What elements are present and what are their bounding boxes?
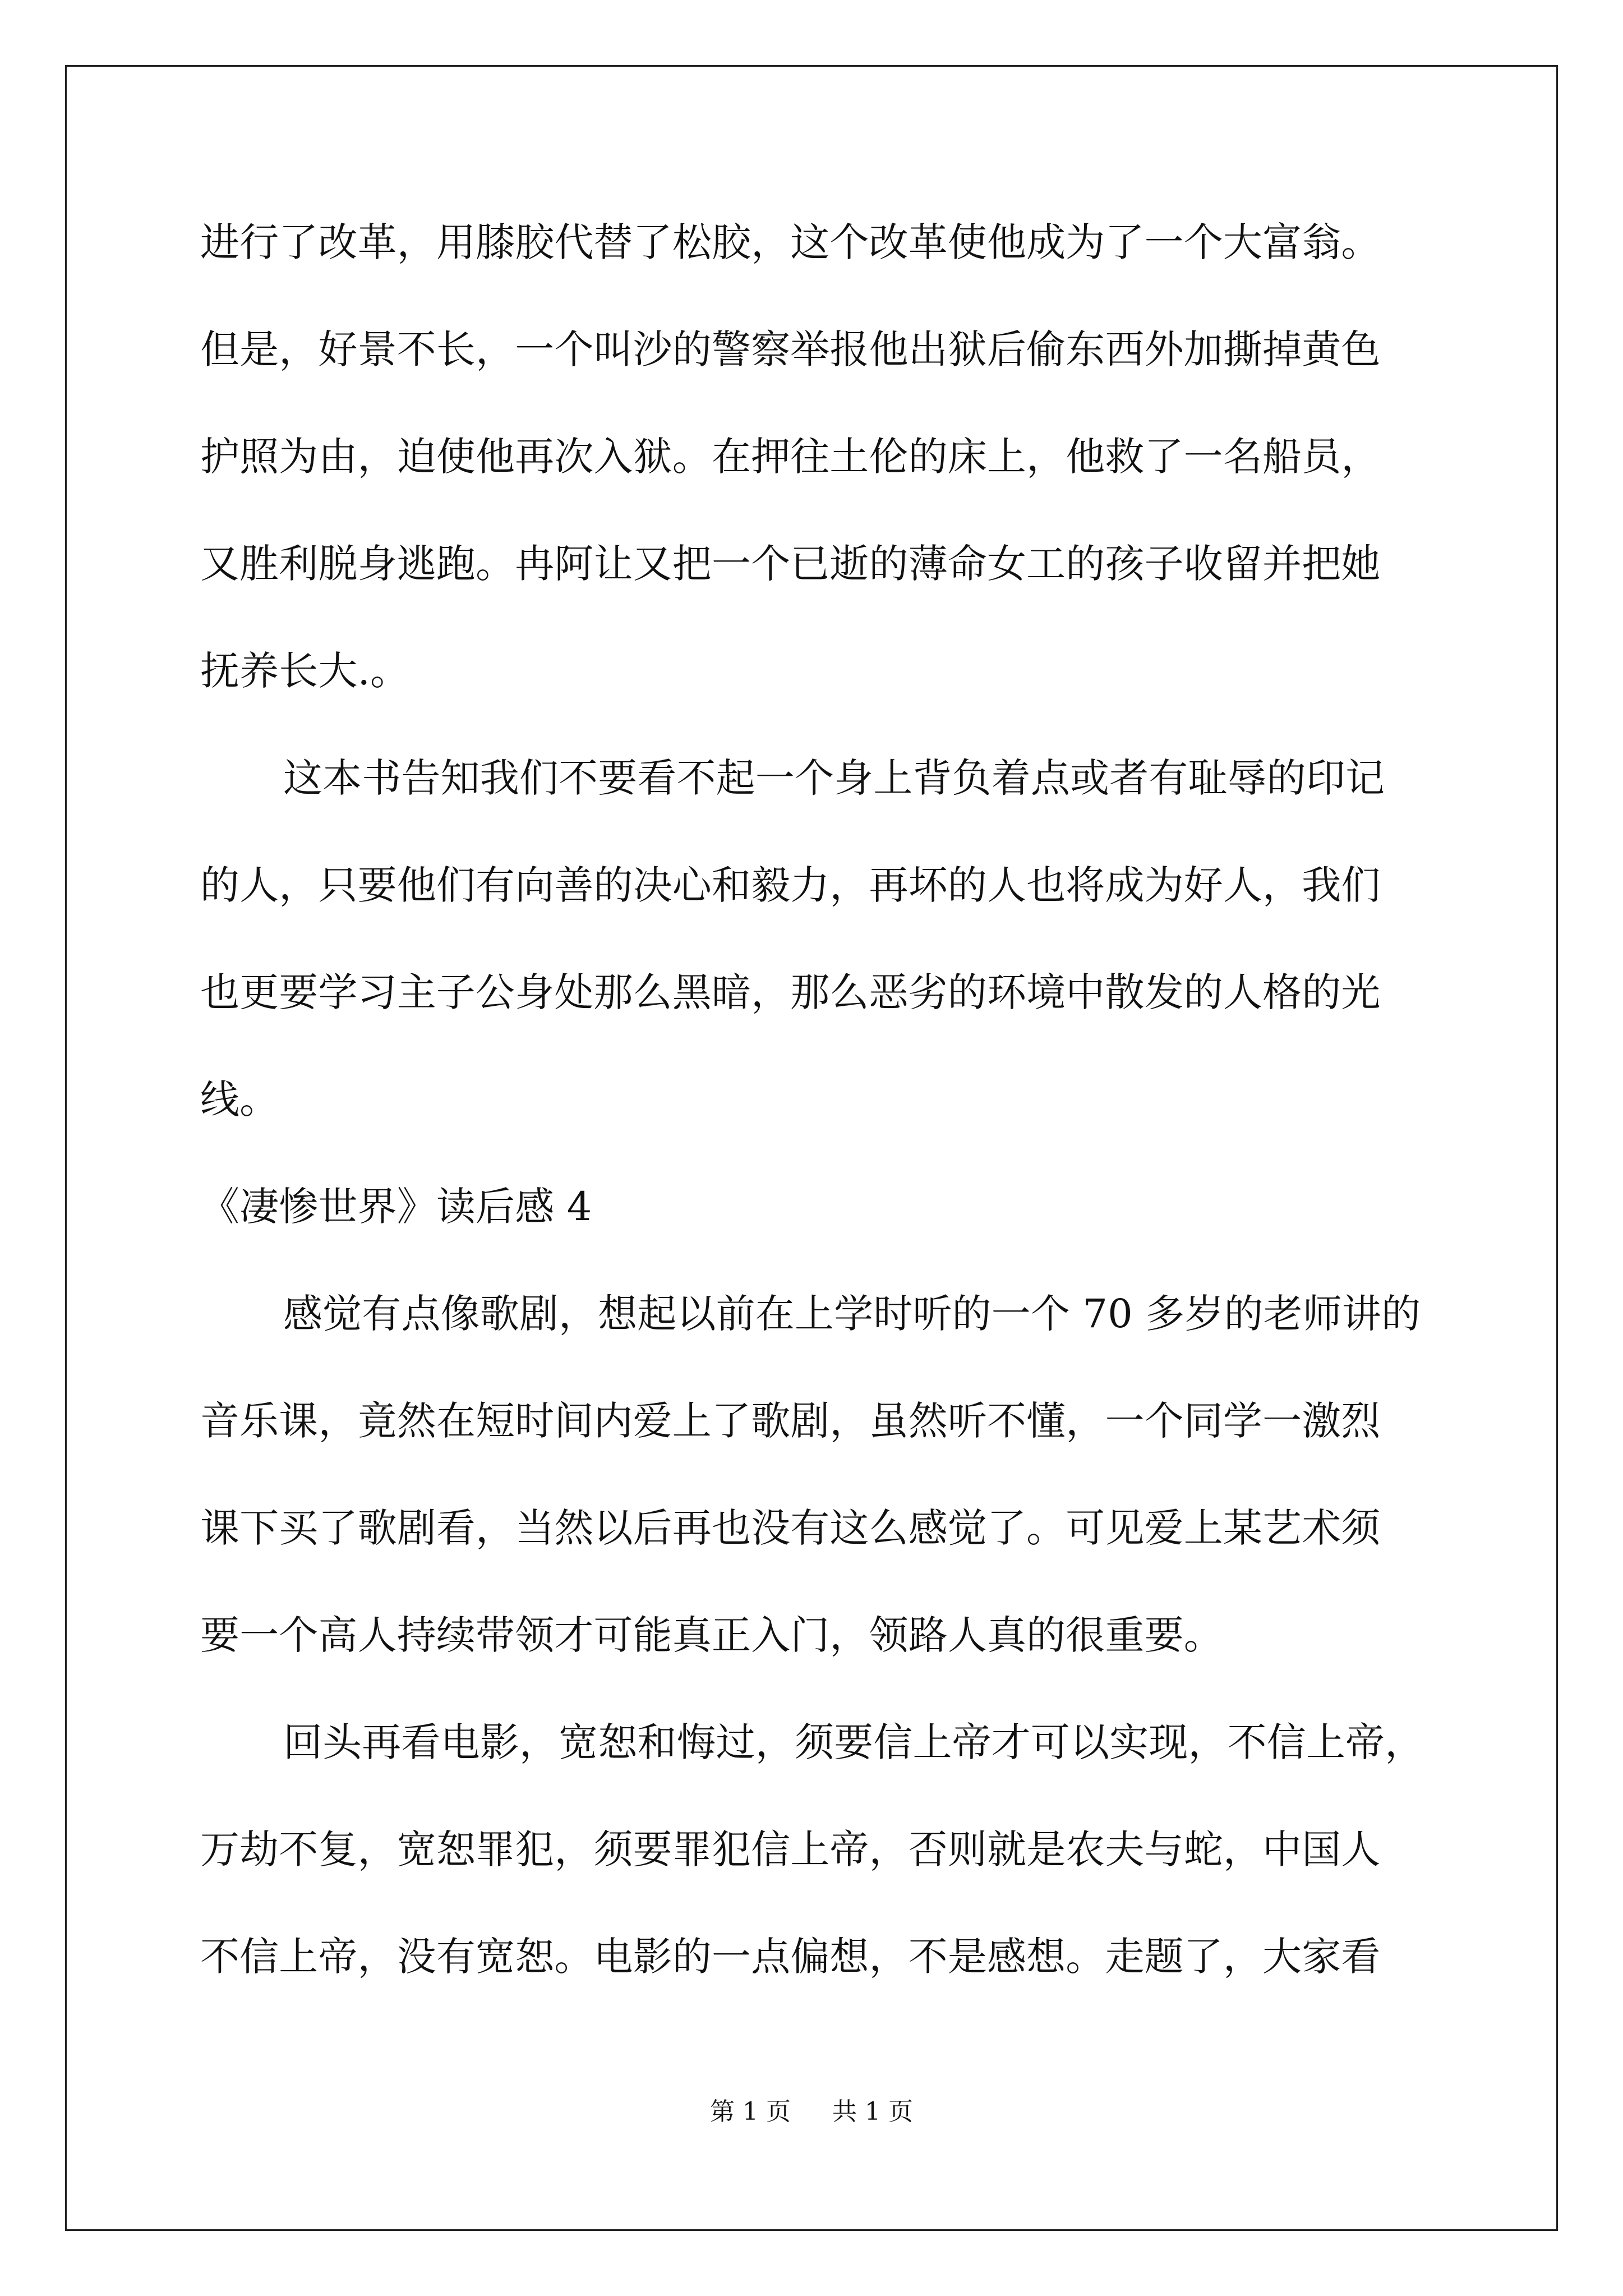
text-line: 进行了改革，用膝胶代替了松胶，这个改革使他成为了一个大富翁。	[200, 219, 1381, 265]
paragraph-first-line: 回头再看电影，宽恕和悔过，须要信上帝才可以实现，不信上帝，	[283, 1719, 1424, 1765]
text-line: 抚养长大.。	[200, 648, 410, 694]
text-line: 护照为由，迫使他再次入狱。在押往土伦的床上，他救了一名船员，	[200, 434, 1381, 480]
text-line: 课下买了歌剧看，当然以后再也没有这么感觉了。可见爱上某艺术须	[200, 1505, 1381, 1551]
text-line: 又胜利脱身逃跑。冉阿让又把一个已逝的薄命女工的孩子收留并把她	[200, 541, 1381, 587]
document-body	[200, 189, 1434, 2010]
text-line: 音乐课，竟然在短时间内爱上了歌剧，虽然听不懂，一个同学一激烈	[200, 1398, 1381, 1444]
paragraph-first-line: 感觉有点像歌剧，想起以前在上学时听的一个 70 多岁的老师讲的	[283, 1291, 1421, 1337]
text-line: 要一个高人持续带领才可能真正入门，领路人真的很重要。	[200, 1612, 1223, 1658]
text-line: 万劫不复，宽恕罪犯，须要罪犯信上帝，否则就是农夫与蛇，中国人	[200, 1826, 1381, 1872]
page-footer	[0, 2095, 1623, 2129]
text-line: 的人，只要他们有向善的决心和毅力，再坏的人也将成为好人，我们	[200, 862, 1381, 908]
text-line: 也更要学习主子公身处那么黑暗，那么恶劣的环境中散发的人格的光	[200, 969, 1381, 1015]
text-line: 不信上帝，没有宽恕。电影的一点偏想，不是感想。走题了，大家看	[200, 1934, 1381, 1980]
text-line: 线。	[200, 1076, 279, 1122]
section-heading: 《凄惨世界》读后感 4	[200, 1184, 592, 1230]
page-number-current: 第 1 页	[710, 2097, 791, 2126]
paragraph-first-line: 这本书告知我们不要看不起一个身上背负着点或者有耻辱的印记	[283, 755, 1385, 801]
page-number-total: 共 1 页	[832, 2097, 913, 2126]
text-line: 但是，好景不长，一个叫沙的警察举报他出狱后偷东西外加撕掉黄色	[200, 326, 1381, 372]
